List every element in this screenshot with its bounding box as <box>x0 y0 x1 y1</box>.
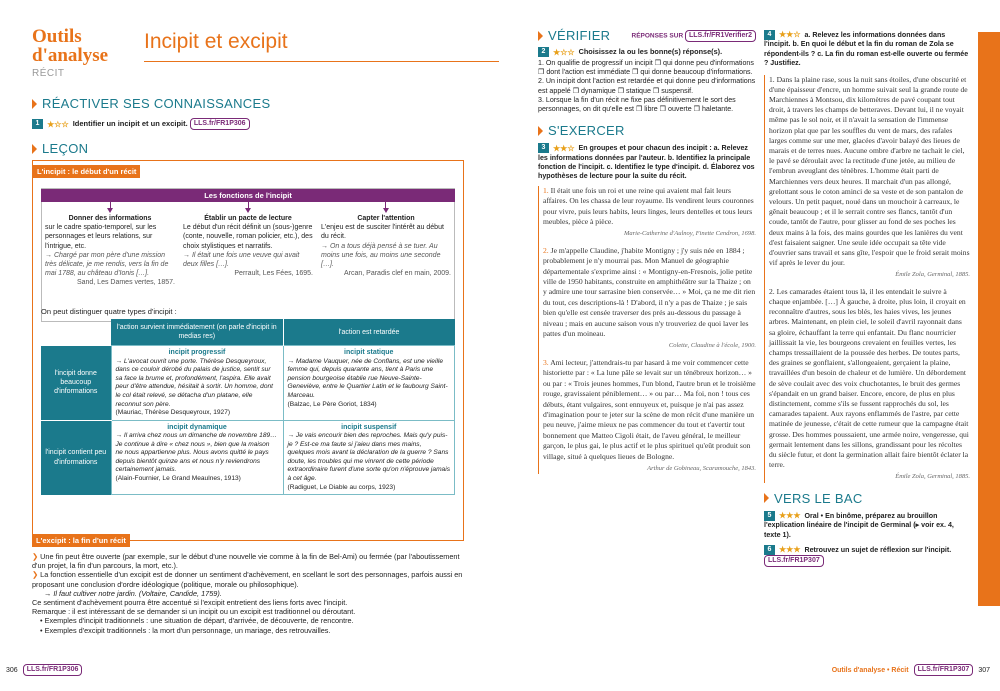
right-col2 <box>764 30 970 567</box>
chevron-icon <box>32 144 37 154</box>
left-footer <box>6 664 82 676</box>
fonction-example: → On a tous déjà pensé à se tuer. Au moins une fois, au moins une seconde […]. <box>321 242 441 269</box>
chevron-icon <box>538 31 543 41</box>
incipit-bar: L'incipit : le début d'un récit <box>33 165 140 178</box>
exercise-instruction: Retrouvez un sujet de réflexion sur l'incipit. <box>804 545 952 554</box>
fonctions-title: Les fonctions de l'incipit <box>41 189 455 202</box>
bullet-item: • Exemples d'incipit traditionnels : une situation de départ, d'arrivée, de découverte, de rencontre. <box>40 616 354 626</box>
exercise-6 <box>764 545 970 567</box>
table-col-header: l'action survient immédiatement (on parle d'incipit in medias res) <box>111 319 283 346</box>
cell-source: (Mauriac, Thérèse Desqueyroux, 1927) <box>115 409 231 417</box>
cell-text: → Je vais encourir bien des reproches. Mais qu'y puis-je ? Est-ce ma faute si j'aieu dans mes mains, quelques mois avant la déclaration de la guerre ? Sans doute, les troubles qui me vinrent de cette période extraordinaire furent d'une sorte qu'on n'éprouve jamais à cet âge. <box>287 431 450 482</box>
cell-type: incipit dynamique <box>167 423 227 431</box>
brand-line1: Outils <box>32 26 82 47</box>
fonctions-box <box>41 188 455 322</box>
brand-block <box>32 28 108 79</box>
lecon-box <box>32 160 464 541</box>
excipit-p2-text: La fonction essentielle d'un excipit est de donner un sentiment d'achèvement, en scellant le sort des personnages, parfois aussi en proposant une conclusion d'ordre idéologique (politique, morale ou philosophique). <box>32 570 463 589</box>
text-source: Marie-Catherine d'Aulnoy, Finette Cendron, 1698. <box>623 230 756 238</box>
exercise-4 <box>764 30 970 69</box>
excipit-p2: ❯ La fonction essentielle d'un excipit est de donner un sentiment d'achèvement, en scellant le sort des personnages, parfois aussi en proposant une conclusion d'ordre idéologique (politique, morale ou philosophique). <box>32 570 463 589</box>
footer-link[interactable]: LLS.fr/FR1P307 <box>914 664 974 676</box>
side-tab <box>978 32 1000 606</box>
bac-heading <box>764 491 970 506</box>
brand-sub: RÉCIT <box>32 68 65 79</box>
cell-type: incipit progressif <box>168 349 226 357</box>
ex4-text1: 1. Dans la plaine rase, sous la nuit sans étoiles, d'une obscurité et d'une épaisseur d'encre, un homme suivait seul la grande route de Marchiennes à Montsou, dix kilomètres de pavé coupant tout droit, à travers les champs de betteraves. Devant lui, il ne voyait même pas le sol noir, et il n'avait la sensation de l'immense horizon plat que par les souffles du vent de mars, des rafales larges comme sur une mer, glacées d'avoir balayé des lieues de marais et de terres nues. Aucune ombre d'arbre ne tachait le ciel, le pavé se déroulait avec la rectitude d'une jetée, au milieu de l'embrun aveuglant des ténèbres. L'homme était parti de Marchiennes vers deux heures. Il marchait d'un pas allongé, grelottant sous le coton aminci de sa veste et de son pantalon de velours. Un petit paquet, noué dans un mouchoir à carreaux, le gênait beaucoup ; et il le serrait contre ses flancs, tantôt d'un coude, tantôt de l'autre, pour glisser au fond de ses poches les deux mains à la fois, des mains gourdes que les lanières du vent d'est faisaient saigner. Une seule idée occupait sa tête vide d'ouvrier sans travail et sans gîte, l'espoir que le froid serait moins vif après le lever du jour. <box>769 74 970 268</box>
fonction-example: → Chargé par mon père d'une mission très délicate, je me rendis, vers la fin de mai 1788, au château d'Ionis […]. <box>45 251 169 278</box>
exercise-instruction: Oral • En binôme, préparez au brouillon l'explication linéaire de l'incipit de Germinal (▸ voir ex. 4, texte 1). <box>764 511 954 539</box>
ex4-texts <box>764 75 970 483</box>
exercise-link[interactable]: LLS.fr/FR1P307 <box>764 555 824 567</box>
cell-text: → Madame Vauquer, née de Conflans, est une vieille femme qui, depuis quarante ans, tient à Paris une pension bourgeoise établie rue Neuve-Sainte-Geneviève, entre le Quartier Latin et le faubourg Saint-Marceau. <box>287 357 448 399</box>
exercise-number: 4 <box>764 30 775 40</box>
fonction-body: Le début d'un récit définit un (sous-)genre (conte, nouvelle, roman policier, etc.), des choix stylistiques et narratifs. <box>183 224 313 250</box>
exercise-instruction: Choisissez la ou les bonne(s) réponse(s). <box>578 47 723 56</box>
verifier-head <box>538 28 756 43</box>
excipit-example: → Il faut cultiver notre jardin. (Voltaire, Candide, 1759). <box>44 588 222 598</box>
text-source: Colette, Claudine à l'école, 1900. <box>668 342 756 350</box>
fonctions-columns <box>42 214 454 288</box>
title-rule <box>144 61 499 62</box>
table-cell <box>283 346 455 420</box>
right-footer <box>832 664 990 676</box>
page-number: 307 <box>978 666 990 674</box>
exercise-number: 3 <box>538 143 549 153</box>
text-body: Je m'appelle Claudine, j'habite Montigny ; j'y suis née en 1884 ; probablement je n'y mourrai pas. Mon Manuel de géographie départementale s'exprime ainsi : « Montigny-en-Fresnois, jolie petite ville de 1950 habitants, construite en amphithéâtre sur la Thaize ; on y admire une tour sarrasine bien conservée… » Moi, ça ne me dit rien du tout, ces descriptions-là ! D'abord, il n'y a pas de Thaize ; je sais bien qu'elle est censée traverser des prés au-dessous du passage à niveau ; mais en aucune saison vous n'y trouveriez de quoi laver les pattes d'un moineau. <box>543 245 756 339</box>
lecon-heading-text: LEÇON <box>42 141 89 156</box>
exercise-instruction: En groupes et pour chacun des incipit : a. Relevez les informations données par l'auteur. b. Identifiez la principale fonction de l'incipit. c. Identifiez le type d'incipit. d. Élaborez vos hypothèses de lecture pour la suite du récit. <box>538 144 755 181</box>
exercer-text <box>543 246 756 340</box>
text-body: Ami lecteur, j'attendrais-tu par hasard à me voir commencer cette historiette par : « La lune pâle se levait sur un ténébreux horizon… » ou par : « Trois jeunes hommes, l'un blond, l'autre brun et le troisième rouge, gravissaient péniblement… » ou par… Ma foi, non ! tous ces débuts, étant vulgaires, sont ennuyeux et, puisque je n'ai pas assez d'imagination pour te jeter sur la scène de mon récit d'une manière un peu neuve, j'aime mieux ne pas commencer du tout et t'avertir tout bonnement que Matteo Cigoli était, de l'aveu général, le meilleur garçon, le plus gai, le plus actif et le plus spirituel qu'eût produit son village, situé à quelques lieues de Bologne. <box>543 357 756 461</box>
excipit-p1: ❯ Une fin peut être ouverte (par exemple, sur le début d'une nouvelle vie comme à la fin de Bel-Ami) ou fermée (par l'aboutissement d'un projet, la fin d'un parcours, la mort, etc.). <box>32 552 460 571</box>
fonction-source: Perrault, Les Fées, 1695. <box>234 270 313 278</box>
reactiver-heading <box>32 96 270 111</box>
right-page <box>500 0 1000 691</box>
fonction-source: Sand, Les Dames vertes, 1857. <box>76 279 175 287</box>
chevron-icon <box>32 99 37 109</box>
exercise-instruction: a. Relevez les informations données dans l'incipit. b. En quoi le début et la fin du roman de Zola se répondent-ils ? c. La fin du roman est-elle ouverte ou fermée ? Justifiez. <box>764 30 969 68</box>
verifier-item: 2. Un incipit dont l'action est retardée et qui donne peu d'informations est appelé ❒ dynamique ❒ statique ❒ suspensif. <box>538 77 756 95</box>
table-row-header: l'incipit donne beaucoup d'informations <box>41 346 111 420</box>
footer-text: Outils d'analyse • Récit <box>831 666 909 674</box>
exercise-3 <box>538 143 756 182</box>
bullet-item: • Exemples d'excipit traditionnels : la mort d'un personnage, un mariage, des retrouvailles. <box>40 625 331 635</box>
text-source: Arthur de Gobineau, Scaramouche, 1843. <box>647 464 756 472</box>
exercise-number: 2 <box>538 47 549 57</box>
text-source: Émile Zola, Germinal, 1885. <box>895 271 970 279</box>
difficulty-stars: ★☆☆ <box>553 47 575 57</box>
verifier-item: 3. Lorsque la fin d'un récit ne fixe pas définitivement le sort des personnages, on dit qu'elle est ❒ libre ❒ ouverte ❒ haletante. <box>538 95 736 114</box>
text-body: Il était une fois un roi et une reine qui avaient mal fait leurs affaires. On les chassa de leur royaume. Ils vendirent leurs couronnes pour vivre, puis leurs habits, leurs linges, leurs dentelles et tous leurs meubles, pièce à pièce. <box>543 185 754 227</box>
incipit-types-table <box>41 319 455 495</box>
page-title: Incipit et excipit <box>144 30 288 53</box>
fonctions-arrows <box>42 202 454 214</box>
fonction-title: Établir un pacte de lecture <box>204 215 292 222</box>
cell-type: incipit suspensif <box>341 423 397 431</box>
fonction-example: → Il était une fois une veuve qui avait deux filles […]. <box>183 251 300 269</box>
exercise-number: 6 <box>764 545 775 555</box>
fonction-col <box>321 214 451 288</box>
exercer-text <box>543 358 756 462</box>
fonction-body: L'enjeu est de susciter l'intérêt au début du récit. <box>321 224 444 241</box>
cell-source: (Alain-Fournier, Le Grand Meaulnes, 1913) <box>115 474 241 482</box>
footer-link[interactable]: LLS.fr/FR1P306 <box>23 664 83 676</box>
reactiver-heading-text: RÉACTIVER SES CONNAISSANCES <box>42 96 271 111</box>
excipit-p1-text: Une fin peut être ouverte (par exemple, sur le début d'une nouvelle vie comme à la fin de Bel-Ami) ou fermée (par l'aboutissement d'un projet, la fin d'un parcours, la mort, etc.). <box>32 552 460 571</box>
excipit-section <box>32 530 464 635</box>
exercise-link[interactable]: LLS.fr/FR1P306 <box>190 118 250 130</box>
table-corner <box>41 319 111 346</box>
excipit-p3: Ce sentiment d'achèvement pourra être accentué si l'excipit entretient des liens forts avec l'incipit. <box>32 598 348 608</box>
fonction-col <box>45 214 175 288</box>
difficulty-stars: ★★☆ <box>778 30 801 40</box>
exercise-number: 5 <box>764 511 775 521</box>
fonction-source: Arcan, Paradis clef en main, 2009. <box>343 270 451 278</box>
text-number: 2. <box>543 245 549 255</box>
exercise-5 <box>764 511 970 540</box>
table-cell <box>111 346 283 420</box>
bac-heading-text: VERS LE BAC <box>774 490 863 506</box>
cell-source: (Balzac, Le Père Goriot, 1834) <box>287 400 377 408</box>
ex4-text2: 2. Les camarades étaient tous là, il les entendait le suivre à chaque enjambée. […] À gauche, à droite, plus loin, il croyait en reconnaître d'autres, sous les blés, les haies vives, les jeunes arbres. Maintenant, en plein ciel, le soleil d'avril rayonnait dans sa gloire, échauffant la terre qui enfantait. Du flanc nourricier jaillissait la vie, les bourgeons crevaient en feuilles vertes, les champs tressaillaient de la poussée des herbes. De toutes parts, des graines se gonflaient, s'allongeaient, gerçaient la plaine, travaillées d'un besoin de chaleur et de lumière. Un débordement de sève coulait avec des voix chuchotantes, le bruit des germes s'épandait en un grand baiser. Encore, encore, de plus en plus distinctement, comme s'ils se fussent rapprochés du sol, les camarades tapaient. Aux rayons enflammés de l'astre, par cette matinée de jeunesse, c'était de cette rumeur que la campagne était grosse. Des hommes poussaient, une armée noire, vengeresse, qui germait lentement dans les sillons, grandissant pour les récoltes du siècle futur, et dont la germination allait faire bientôt éclater la terre. <box>769 286 969 470</box>
verifier-heading <box>538 28 610 43</box>
cell-source: (Radiguet, Le Diable au corps, 1923) <box>287 483 396 491</box>
difficulty-stars: ★★★ <box>778 511 801 521</box>
verifier-item: 1. On qualifie de progressif un incipit ❒ qui donne peu d'informations ❒ dont l'action est immédiate ❒ qui donne beaucoup d'informations. <box>538 59 754 77</box>
lecon-heading <box>32 141 88 156</box>
table-cell <box>283 420 455 494</box>
chevron-icon <box>764 493 769 503</box>
exercer-heading-text: S'EXERCER <box>548 123 625 139</box>
right-col1 <box>538 28 756 474</box>
difficulty-stars: ★★☆ <box>552 143 575 153</box>
exercise-number: 1 <box>32 119 43 129</box>
reponses <box>632 30 757 42</box>
reponses-text: RÉPONSES SUR <box>631 32 684 40</box>
page-number: 306 <box>6 666 18 674</box>
exercer-texts <box>538 186 756 475</box>
brand-line2: d'analyse <box>32 45 109 66</box>
bullet-text: Exemples d'excipit traditionnels : la mort d'un personnage, un mariage, des retrouvailles. <box>44 625 331 635</box>
verifier-heading-text: VÉRIFIER <box>548 28 611 43</box>
chevron-icon <box>538 126 543 136</box>
cell-text: → Il arriva chez nous un dimanche de novembre 189… Je continue à dire « chez nous », bien que la maison ne nous appartienne plus. Nous avons quitté le pays depuis bientôt quinze ans et nous n'y reviendrons certainement jamais. <box>115 431 277 474</box>
reponses-link[interactable]: LLS.fr/FR1Verifier2 <box>685 30 756 42</box>
text-number: 3. <box>543 357 549 367</box>
excipit-bar: L'excipit : la fin d'un récit <box>32 534 130 547</box>
cell-text: → L'avocat ouvrit une porte. Thérèse Desqueyroux, dans ce couloir dérobé du palais de justice, sentit sur sa face la brume et, profondément, l'aspira. Elle avait peur d'être attendue, hésitait à sortir. Un homme, dont le col était relevé, se détacha d'un platane, elle reconnut son père. <box>115 357 274 408</box>
text-number: 1. <box>543 185 549 195</box>
fonction-title: Capter l'attention <box>357 215 415 222</box>
text-source: Émile Zola, Germinal, 1885. <box>895 473 970 481</box>
exercise-text: Identifier un incipit et un excipit. <box>72 118 188 128</box>
exercise-2 <box>538 47 756 57</box>
fonction-body: sur le cadre spatio-temporel, sur les personnages et leurs relations, sur l'intrigue, etc. <box>45 224 157 250</box>
fonction-title: Donner des informations <box>68 215 152 222</box>
quatre-types: On peut distinguer quatre types d'incipit : <box>41 307 177 316</box>
difficulty-stars: ★☆☆ <box>47 119 69 129</box>
bullet-text: Exemples d'incipit traditionnels : une situation de départ, d'arrivée, de découverte, de rencontre. <box>44 616 354 626</box>
exercer-heading <box>538 123 756 138</box>
difficulty-stars: ★★★ <box>778 545 801 555</box>
exercise-1 <box>32 118 250 130</box>
fonction-col <box>183 214 313 288</box>
remarque: Remarque : il est intéressant de se demander si un incipit ou un excipit est traditionnel ou déroutant. <box>32 607 356 617</box>
cell-type: incipit statique <box>344 349 394 357</box>
exercer-text <box>543 186 756 228</box>
table-cell <box>111 420 283 494</box>
table-row-header: l'incipit contient peu d'informations <box>41 420 111 494</box>
table-col-header: l'action est retardée <box>283 319 455 346</box>
